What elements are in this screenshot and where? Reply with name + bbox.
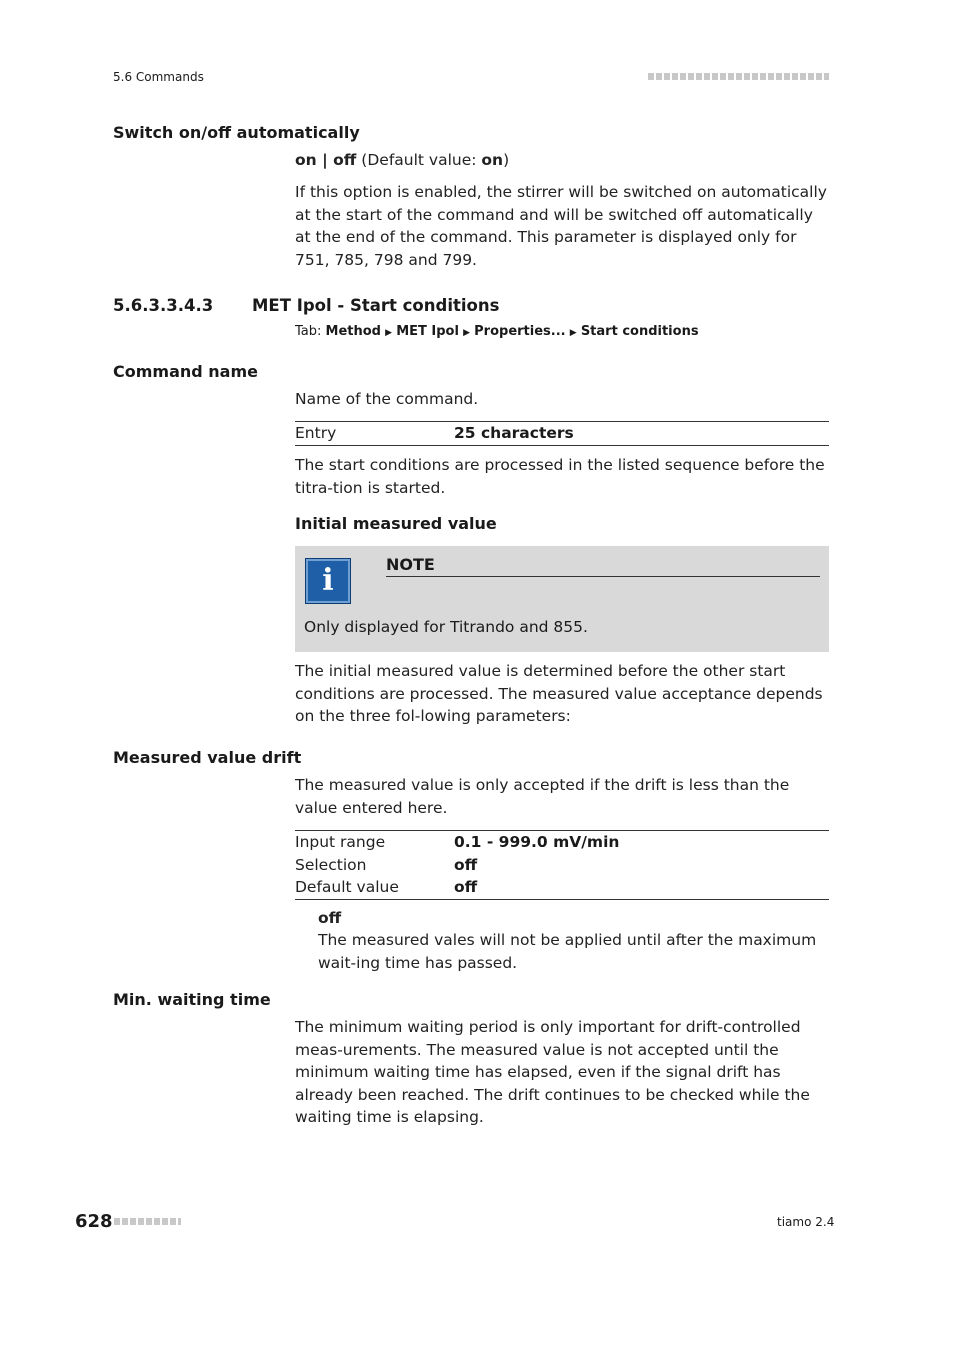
row-key: Entry [295, 424, 337, 442]
option-on: on [295, 151, 317, 169]
row-key: Input range [295, 833, 386, 851]
row-value: 0.1 - 999.0 mV/min [454, 833, 620, 851]
row-value: off [454, 855, 478, 874]
param-title-waiting: Min. waiting time [113, 990, 271, 1009]
note-text: Only displayed for Titrando and 855. [304, 618, 588, 636]
running-header: 5.6 Commands [113, 70, 204, 84]
page-number: 628 [75, 1211, 113, 1232]
switch-description: If this option is enabled, the stirrer will be switched on automatically at the start of the command and will be switched off automatically at the end of the command. This parameter is displayed only for 751, 785, 798 and 799. [295, 183, 827, 269]
product-name: tiamo 2.4 [777, 1215, 835, 1229]
option-off-description: The measured vales will not be applied until after the maximum wait-ing time has passed. [318, 931, 817, 972]
option-off: off [333, 151, 357, 169]
header-decoration [648, 73, 829, 80]
tab-path [295, 324, 699, 339]
row-value: off [454, 878, 478, 896]
option-separator: | [316, 151, 334, 169]
waiting-description: The minimum waiting period is only important for drift-controlled meas-urements. The measured value is not accepted until the minimum waiting time has elapsed, even if the signal drift has already been reached. The drift continues to be checked while the waiting time is elapsing. [295, 1018, 810, 1126]
table-row [295, 876, 829, 899]
command-name-table [295, 421, 829, 446]
param-title-switch: Switch on/off automatically [113, 123, 360, 142]
param-title-command-name: Command name [113, 362, 258, 381]
path-properties: Properties... [474, 324, 566, 339]
info-icon: i [305, 558, 351, 604]
arrow-icon: ▶ [569, 328, 577, 338]
path-start-conditions: Start conditions [580, 324, 699, 339]
drift-table [295, 830, 829, 900]
drift-description: The measured value is only accepted if the drift is less than the value entered here. [295, 776, 790, 817]
option-off-name: off [318, 909, 342, 927]
default-prefix: (Default value: [356, 151, 482, 169]
row-key: Selection [295, 855, 367, 874]
param-title-drift: Measured value drift [113, 748, 302, 767]
row-key: Default value [295, 878, 399, 896]
section-number: 5.6.3.3.4.3 [113, 296, 214, 315]
subheading-initial: Initial measured value [295, 514, 497, 533]
row-value: 25 characters [454, 424, 574, 442]
section-title: MET Ipol - Start conditions [252, 296, 500, 315]
table-row [295, 422, 829, 445]
start-conditions-description: The start conditions are processed in the listed sequence before the titra-tion is started. [295, 456, 825, 497]
default-value: on [481, 151, 504, 169]
default-suffix: ) [503, 151, 510, 169]
arrow-icon: ▶ [463, 328, 471, 338]
switch-options [295, 149, 829, 172]
table-row [295, 854, 829, 877]
footer-decoration [114, 1218, 181, 1225]
table-row [295, 831, 829, 854]
path-met-ipol: MET Ipol [396, 324, 459, 339]
path-method: Method [325, 324, 381, 339]
note-title: NOTE [386, 555, 820, 577]
initial-description: The initial measured value is determined before the other start conditions are processed. The measured value acceptance depends on the three fol-lowing parameters: [295, 662, 823, 725]
command-name-description: Name of the command. [295, 390, 479, 408]
arrow-icon: ▶ [385, 328, 393, 338]
tab-prefix: Tab: [295, 324, 326, 339]
